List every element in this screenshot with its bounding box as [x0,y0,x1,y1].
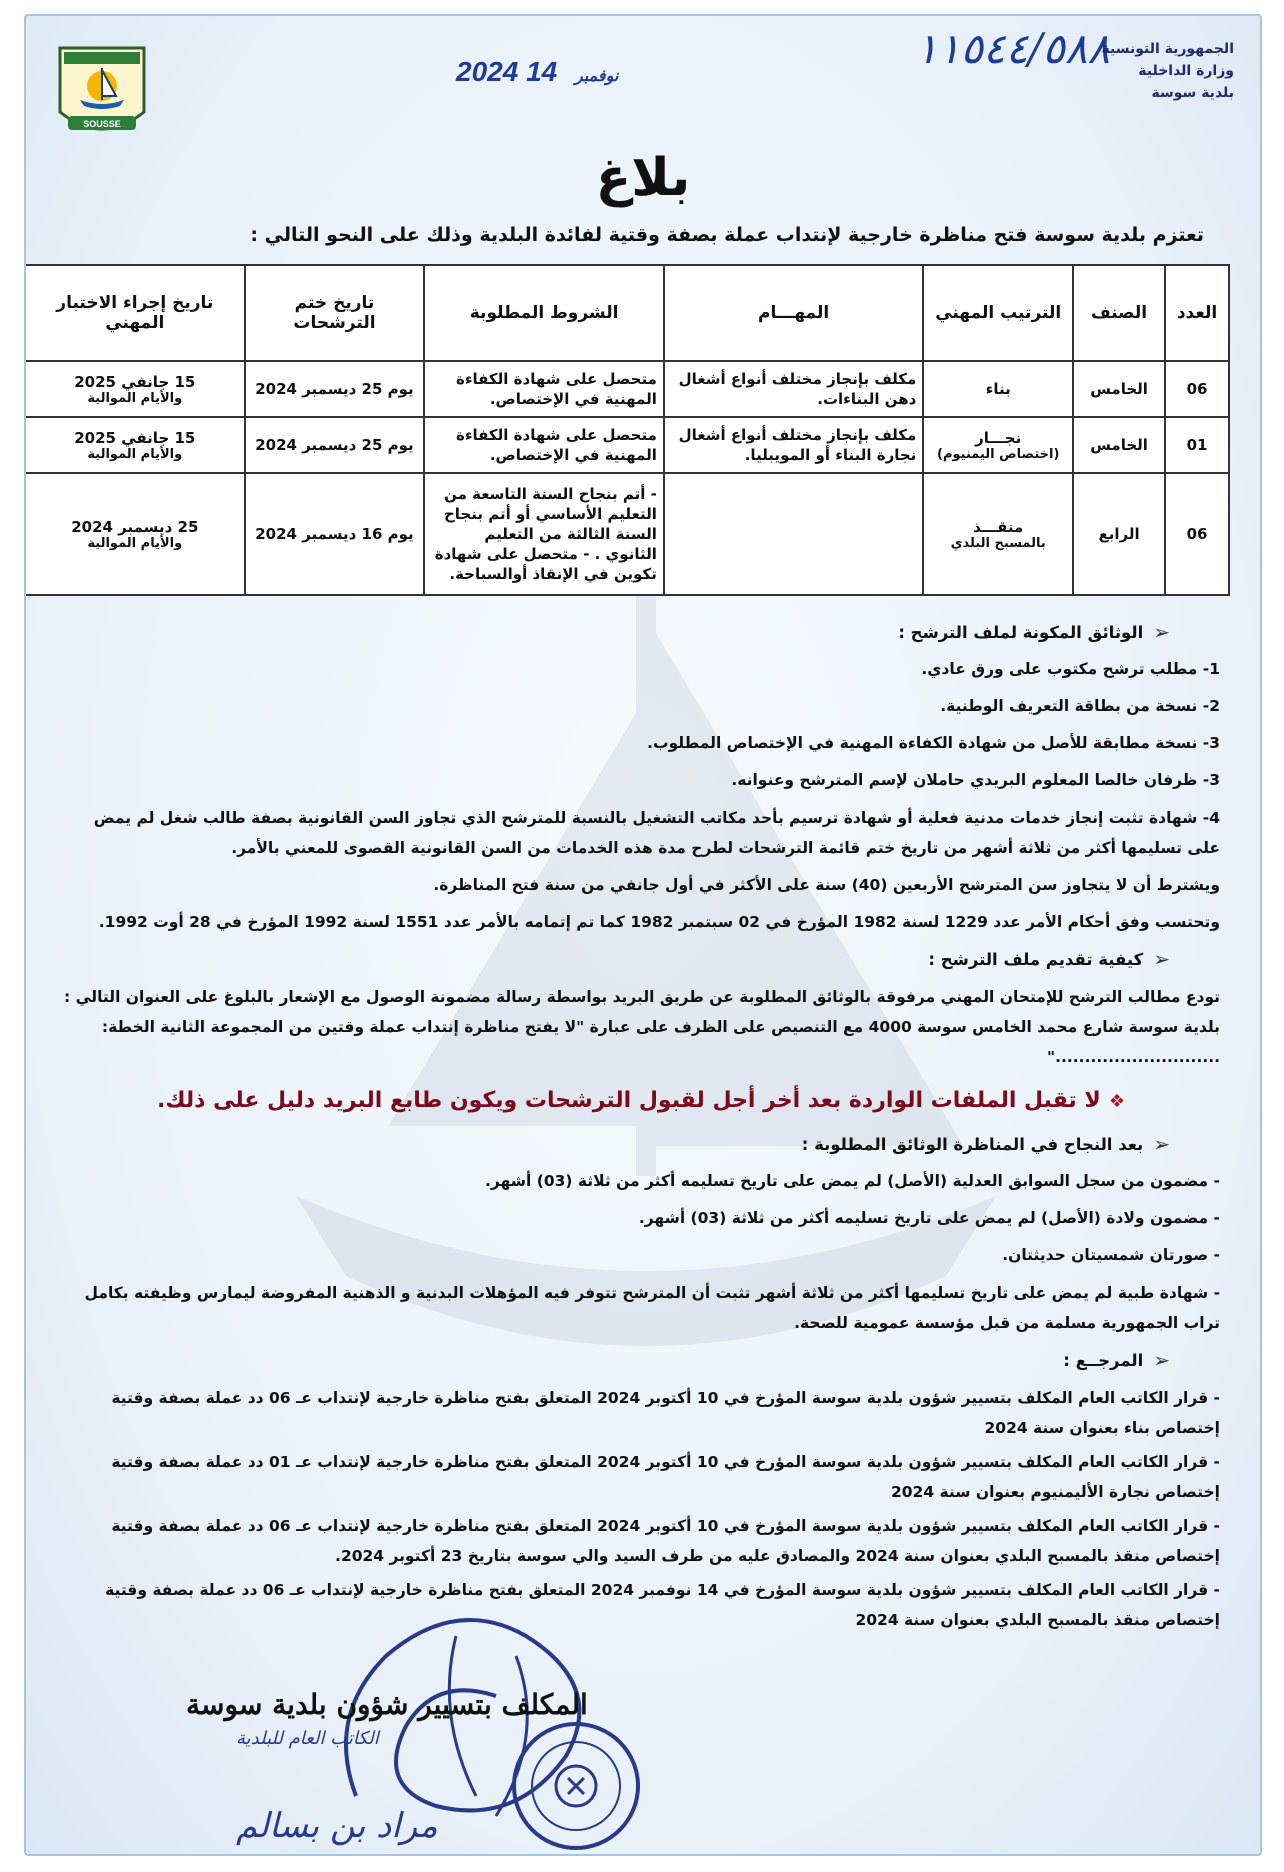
header-line-ministry: وزارة الداخلية [1138,63,1234,79]
intro-text: تعتزم بلدية سوسة فتح مناظرة خارجية لإنتداب عملة بصفة وقتية لفائدة البلدية وذلك على النحو التالي : [250,224,1204,246]
date-day: 14 [526,56,558,87]
cell-category: الرابع [1073,473,1165,595]
exam-date-text: 15 جانفي 2025 [74,428,196,447]
logo-text: SOUSSE [83,119,121,129]
list-item: - قرار الكاتب العام المكلف بتسيير شؤون بلدية سوسة المؤرخ في 14 نوفمبر 2024 المتعلق بفتح مناظرة خارجية لإنتداب عـ 06 دد عملة بصفة وقتية إختصاص منقذ بالمسبح البلدي بعنوان سنة 2024 [105,1581,1220,1629]
header-conditions: الشروط المطلوبة [424,265,664,361]
after-heading: ➢ بعد النجاح في المناظرة الوثائق المطلوبة : [62,1126,1170,1163]
cell-category: الخامس [1073,417,1165,473]
official-seal-icon [506,1716,646,1856]
warning-text: ❖لا تقبل الملفات الواردة بعد أخر أجل لقبول الترشحات ويكون طابع البريد دليل على ذلك. [157,1088,1125,1113]
list-item: 3- نسخة مطابقة للأصل من شهادة الكفاءة المهنية في الإختصاص المطلوب. [647,734,1220,752]
exam-date-sub: والأيام الموالية [87,535,183,551]
document-page [24,14,1262,1856]
cell-task: مكلف بإنجاز مختلف أنواع أشغال دهن البناءات. [664,361,923,417]
cell-conditions: متحصل على شهادة الكفاءة المهنية في الإختصاص. [424,361,664,417]
exam-date-text: 15 جانفي 2025 [74,372,196,391]
exam-date-sub: والأيام الموالية [87,390,183,406]
list-item: 4- شهادة تثبت إنجاز خدمات مدنية فعلية أو شهادة ترسيم بأحد مكاتب التشغيل بالنسبة للمترشح الذي تجاوز السن القانونية بصفة طالب شغل لم يمض على تسليمها أكثر من ثلاثة أشهر من تاريخ ختم قائمة الترشحات لطرح مدة هذه الخدمات من السن القانونية القصوى للمعني بالأمر. [93,809,1220,857]
list-item: 1- مطلب ترشح مكتوب على ورق عادي. [921,660,1220,678]
cell-task: مكلف بإنجاز مختلف أنواع أشغال نجارة البناء أو المويبليا. [664,417,923,473]
list-item: - صورتان شمسيتان حديثتان. [1002,1246,1220,1264]
cell-task [664,473,923,595]
table-header-row [25,265,1229,361]
cell-deadline: يوم 25 ديسمبر 2024 [245,361,425,417]
arrow-bullet-icon: ➢ [1153,620,1170,644]
signatory-title: المكلف بتسيير شؤون بلدية سوسة [186,1688,588,1721]
cell-rank [923,417,1073,473]
signatory-subtitle: الكاتب العام للبلدية [236,1728,379,1749]
diamond-bullet-icon: ❖ [1108,1091,1125,1112]
cell-count: 01 [1165,417,1229,473]
header-block [1102,38,1235,104]
jobs-table [24,264,1230,596]
cell-conditions: متحصل على شهادة الكفاءة المهنية في الإختصاص. [424,417,664,473]
rank-text: نجـــار [975,428,1022,447]
list-item: وتحتسب وفق أحكام الأمر عدد 1229 لسنة 1982 المؤرخ في 02 سبتمبر 1982 كما تم إتمامه بالأمر عدد 1551 لسنة 1992 المؤرخ في 28 أوت 1992. [98,913,1220,931]
exam-date-sub: والأيام الموالية [87,446,183,462]
signatory-name: مراد بن بسالم [236,1806,438,1846]
sousse-logo-icon [54,42,150,146]
arrow-bullet-icon: ➢ [1153,947,1170,971]
cell-count: 06 [1165,361,1229,417]
list-item: - مضمون ولادة (الأصل) لم يمض على تاريخ تسليمه أكثر من ثلاثة (03) أشهر. [638,1209,1220,1227]
header-exam-date: تاريخ إجراء الاختبار المهني [25,265,245,361]
header-count: العدد [1165,265,1229,361]
rank-sub: (اختصاص اليمنيوم) [937,446,1060,462]
list-item: - قرار الكاتب العام المكلف بتسيير شؤون بلدية سوسة المؤرخ في 10 أكتوبر 2024 المتعلق بفتح مناظرة خارجية لإنتداب عـ 06 دد عملة بصفة وقتية إختصاص بناء بعنوان سنة 2024 [111,1389,1220,1437]
list-item: ويشترط أن لا يتجاوز سن المترشح الأربعين (40) سنة على الأكثر في أول جانفي من سنة فتح المناظرة. [433,876,1220,894]
date-month: نوفمبر [575,68,619,85]
list-item: - قرار الكاتب العام المكلف بتسيير شؤون بلدية سوسة المؤرخ في 10 أكتوبر 2024 المتعلق بفتح مناظرة خارجية لإنتداب عـ 06 دد عملة بصفة وقتية إختصاص منقذ بالمسبح البلدي بعنوان سنة 2024 والمصادق عليه من طرف السيد والي سوسة بتاريخ 23 أكتوبر 2024. [111,1517,1220,1565]
header-rank: الترتيب المهني [923,265,1073,361]
page-title: بلاغ [595,148,691,208]
header-tasks: المهـــام [664,265,923,361]
cell-exam-date [25,473,245,595]
rank-text: بناء [985,380,1011,398]
list-item: 3- ظرفان خالصا المعلوم البريدي حاملان لإسم المترشح وعنوانه. [731,771,1220,789]
header-line-country: الجمهورية التونسية [1101,41,1234,57]
table-row [25,417,1229,473]
rank-text: منقـــذ [973,517,1024,536]
exam-date-text: 25 ديسمبر 2024 [71,517,199,536]
cell-rank [923,361,1073,417]
cell-exam-date [25,417,245,473]
cell-conditions: - أتم بنجاح السنة التاسعة من التعليم الأساسي أو أتم بنجاح السنة الثالثة من التعليم الثانوي . - متحصل على شهادة تكوين في الإنقاذ أوالسباحة. [424,473,664,595]
body-text [62,614,1220,1639]
cell-deadline: يوم 25 ديسمبر 2024 [245,417,425,473]
rank-sub: بالمسبح البلدي [950,535,1046,551]
list-item: - مضمون من سجل السوابق العدلية (الأصل) لم يمض على تاريخ تسليمه أكثر من ثلاثة (03) أشهر. [485,1172,1220,1190]
cell-category: الخامس [1073,361,1165,417]
arrow-bullet-icon: ➢ [1153,1348,1170,1372]
table-row [25,473,1229,595]
list-item: - قرار الكاتب العام المكلف بتسيير شؤون بلدية سوسة المؤرخ في 10 أكتوبر 2024 المتعلق بفتح مناظرة خارجية لإنتداب عـ 01 دد عملة بصفة وقتية إختصاص نجارة الأليمنيوم بعنوان سنة 2024 [111,1453,1220,1501]
docs-heading: ➢ الوثائق المكونة لملف الترشح : [62,614,1170,651]
arrow-bullet-icon: ➢ [1153,1132,1170,1156]
submission-heading: ➢ كيفية تقديم ملف الترشح : [62,941,1170,978]
header-category: الصنف [1073,265,1165,361]
submission-text: تودع مطالب الترشح للإمتحان المهني مرفوقة بالوثائق المطلوبة عن طريق البريد بواسطة رسالة مضمونة الوصول مع الإشعار بالبلوغ على العنوان التالي : بلدية سوسة شارع محمد الخامس سوسة 4000 مع التنصيص على الظرف على عبارة "لا يفتح مناظرة إنتداب عملة وقتين من المجموعة الثانية الخطة: ............................" [64,988,1220,1066]
header-deadline: تاريخ ختم الترشحات [245,265,425,361]
date-stamp [456,56,628,88]
reference-heading: ➢ المرجــع : [62,1342,1170,1379]
reference-number: ١١٥٤٤/٥٨٨ [915,24,1110,73]
cell-deadline: يوم 16 ديسمبر 2024 [245,473,425,595]
cell-count: 06 [1165,473,1229,595]
date-year: 2024 [456,56,519,87]
list-item: 2- نسخة من بطاقة التعريف الوطنية. [940,697,1220,715]
table-row [25,361,1229,417]
header-line-municipality: بلدية سوسة [1151,85,1234,101]
list-item: - شهادة طبية لم يمض على تاريخ تسليمها أكثر من ثلاثة أشهر تثبت أن المترشح تتوفر فيه المؤهلات البدنية و الذهنية المفروضة ليمارس وظيفته بكامل تراب الجمهورية مسلمة من قبل مؤسسة عمومية للصحة. [84,1284,1220,1332]
cell-rank [923,473,1073,595]
cell-exam-date [25,361,245,417]
